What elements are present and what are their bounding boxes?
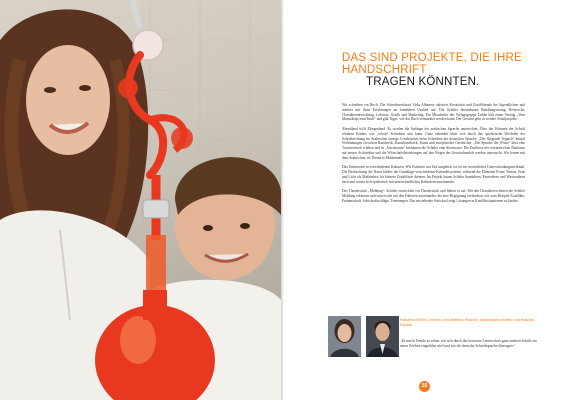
- headline-line-orange: DAS SIND PROJEKTE, DIE IHRE HANDSCHRIFT: [342, 52, 522, 76]
- body-paragraph: Das Zeitmessen in verschiedenen Kulturen. Wie Kulturen mit Zeit umgehen, ist oft ein wesentliches Unterscheidungsmerkmal. Die Beobachtung der Natur bildete die Grundlage verschiedener Kalendersysteme, während die Elemente Feuer, Wasser, Erde und Licht als Maßeinheit für kürzere Zeitabläufe dienten. Im Projekt bauen Schüler Sanduhren, Feueruhren und Wasseruhren nach und setzen sich spielerisch mit unterschiedlichen Kalendern auseinander.: [342, 165, 525, 184]
- headline-line-black: TRAGEN KÖNNTEN.: [366, 76, 480, 88]
- portrait-caption: Katharina Müller, Lehrerin, und Matthias Raschel, Islamwissenschaftler und Raschel-Experte: [400, 318, 536, 327]
- portrait-man-illustration: [366, 316, 399, 357]
- portrait-woman-illustration: [328, 316, 361, 357]
- quote: „Es macht Freude zu sehen, wie sich durch das bewusste Lernen einer ganz anderen Schrift ein neues Erleben eingeführt wird und wie die deutsche Schreibsprache überragen.“: [400, 339, 537, 348]
- page-number-badge: 16: [419, 381, 430, 392]
- body-paragraph: Wir schreiben ein Buch. Die Schreibwerkstatt Viola Albanese aktiviert Kreativität und Erzählfreude bei Jugendlichen und arbeitet mit ihren Erfahrungen im familiären Umfeld auf. Die Schüler übernehmen Handlungsstrang, Recherche, Charakterentwicklung, Lektorat, Grafik und Marketing. Ein Mitarbeiter der Verlagsgruppe Lübbe hält einen Vortrag „Vom Manuskript zum Buch“ und gibt Tipps, wie das Buch vermarktet werden kann. Der Gewinn geht in weitere Schulprojekte.: [342, 103, 525, 122]
- portrait-photo-man: [366, 316, 399, 357]
- text-page: [284, 0, 565, 400]
- photo-students-with-flask: [0, 0, 281, 400]
- portrait-photo-woman: [328, 316, 361, 357]
- body-paragraph: Abendland trifft Morgenland. Es werden die Anfänge der arabischen Sprache unterrichtet. Über das Erlernen der Schrift erfahren Kinder, wie „schön“ Schreiben sein kann. Ganz nebenbei üben sich durch das spielerische Wechseln der Schreibrichtung im Arabischen einzige Lernbrücken beim Schreiben der deutschen Sprache. „Der fliegende Teppich“ knüpft Verbindungen zwischen Handwerk, Kunsthandwerk, Kunst und europäischer Geschichte. „Die Sprache der Wüste“ lässt eine Trawmenwelt erleben und in „Astronomie“ bestaunen die Schüler eine Sternwarte. Die Einflüsse der orientalischen Baukunst auf unsere Architektur und die Wirtschaftsbeziehungen auf den Wegen des Gewürzhandels werden untersucht. Wir lernen mit dem Arabischen, ist Thema in Mathematik.: [342, 127, 525, 160]
- headline: [342, 52, 542, 88]
- photo-illustration: [0, 0, 281, 400]
- body-paragraph: Das Theaterstück „Mobbing“. Schüler entwickeln ein Theaterstück und führen es auf. Mit den Charakteren lernen die Schüler Mobbing erkennen und setzen sich mit den Faktoren auseinander, die eine Begegnung verhindern, wie zum Beispiel Konflikte, Partnerschaft, Schicksalsschläge, Trennungen. Das entstehende Schicksal zeigt Lösungen in Konfliktsituationen zu finden.: [342, 189, 525, 203]
- body-text: [342, 103, 525, 209]
